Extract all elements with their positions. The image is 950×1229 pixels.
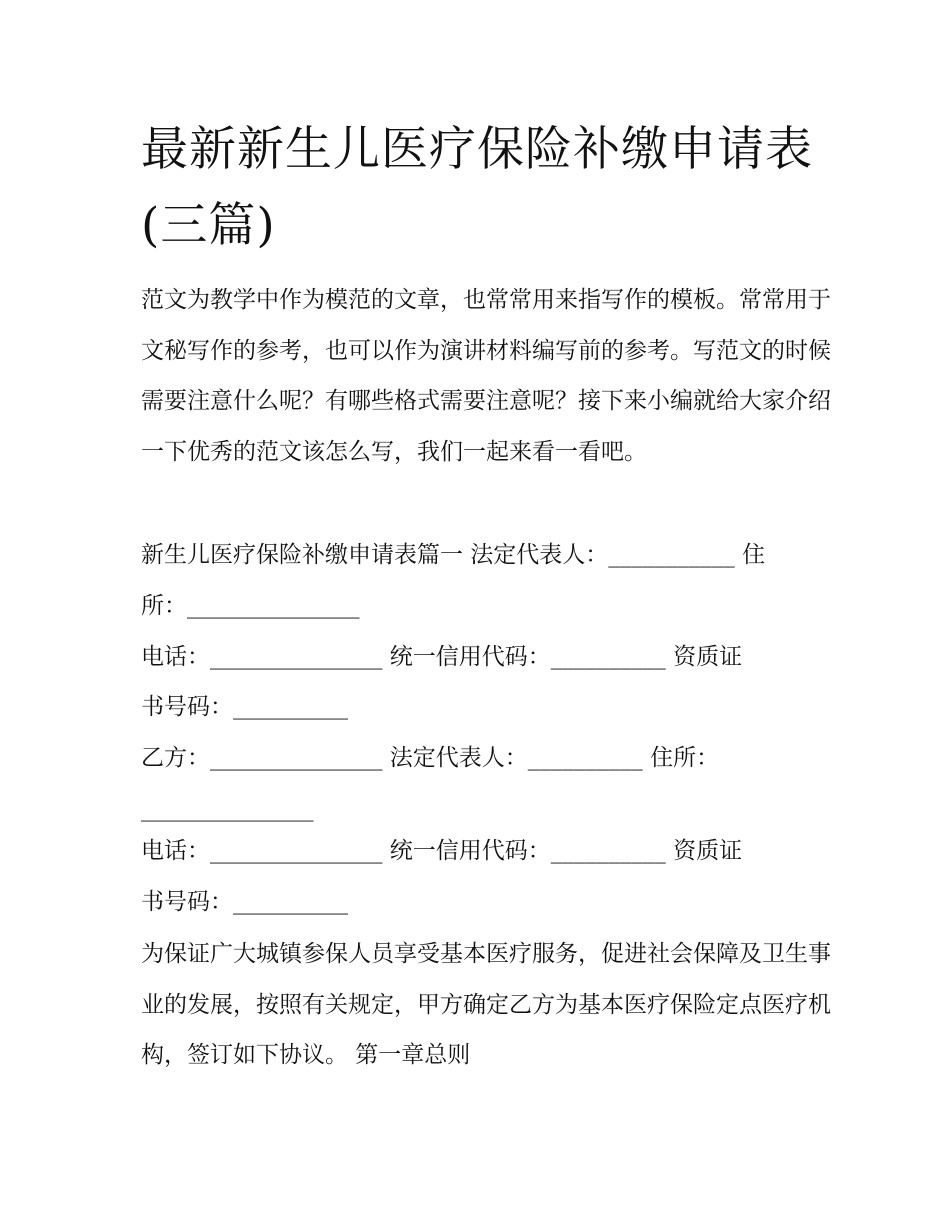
form-line-party-b-certificate: 书号码：__________ (141, 889, 348, 915)
form-line-party-a-phone: 电话：_______________ 统一信用代码：__________ 资质证 (141, 644, 743, 670)
intro-paragraph: 范文为教学中作为模范的文章，也常常用来指写作的模板。常常用于文秘写作的参考，也可以作为演讲材料编写前的参考。写范文的时候需要注意什么呢？有哪些格式需要注意呢？接下来小编就给大家介绍一下优秀的范文该怎么写，我们一起来看一看吧。 (141, 287, 831, 465)
form-line-party-a-certificate: 书号码：__________ (141, 694, 348, 720)
closing-paragraph: 为保证广大城镇参保人员享受基本医疗服务，促进社会保障及卫生事业的发展，按照有关规定，甲方确定乙方为基本医疗保险定点医疗机构，签订如下协议。 第一章总则 (141, 941, 831, 1068)
form-line-party-b-phone: 电话：_______________ 统一信用代码：__________ 资质证 (141, 838, 743, 864)
form-line-party-a-address: 所：_______________ (141, 593, 360, 619)
form-line-party-b: 乙方：_______________ 法定代表人：__________ 住所： (141, 745, 720, 771)
form-line-party-b-address: _______________ (141, 796, 314, 822)
document-title: 最新新生儿医疗保险补缴申请表(三篇) (141, 122, 813, 253)
form-line-party-a-representative: 新生儿医疗保险补缴申请表篇一 法定代表人：___________ 住 (141, 542, 766, 568)
